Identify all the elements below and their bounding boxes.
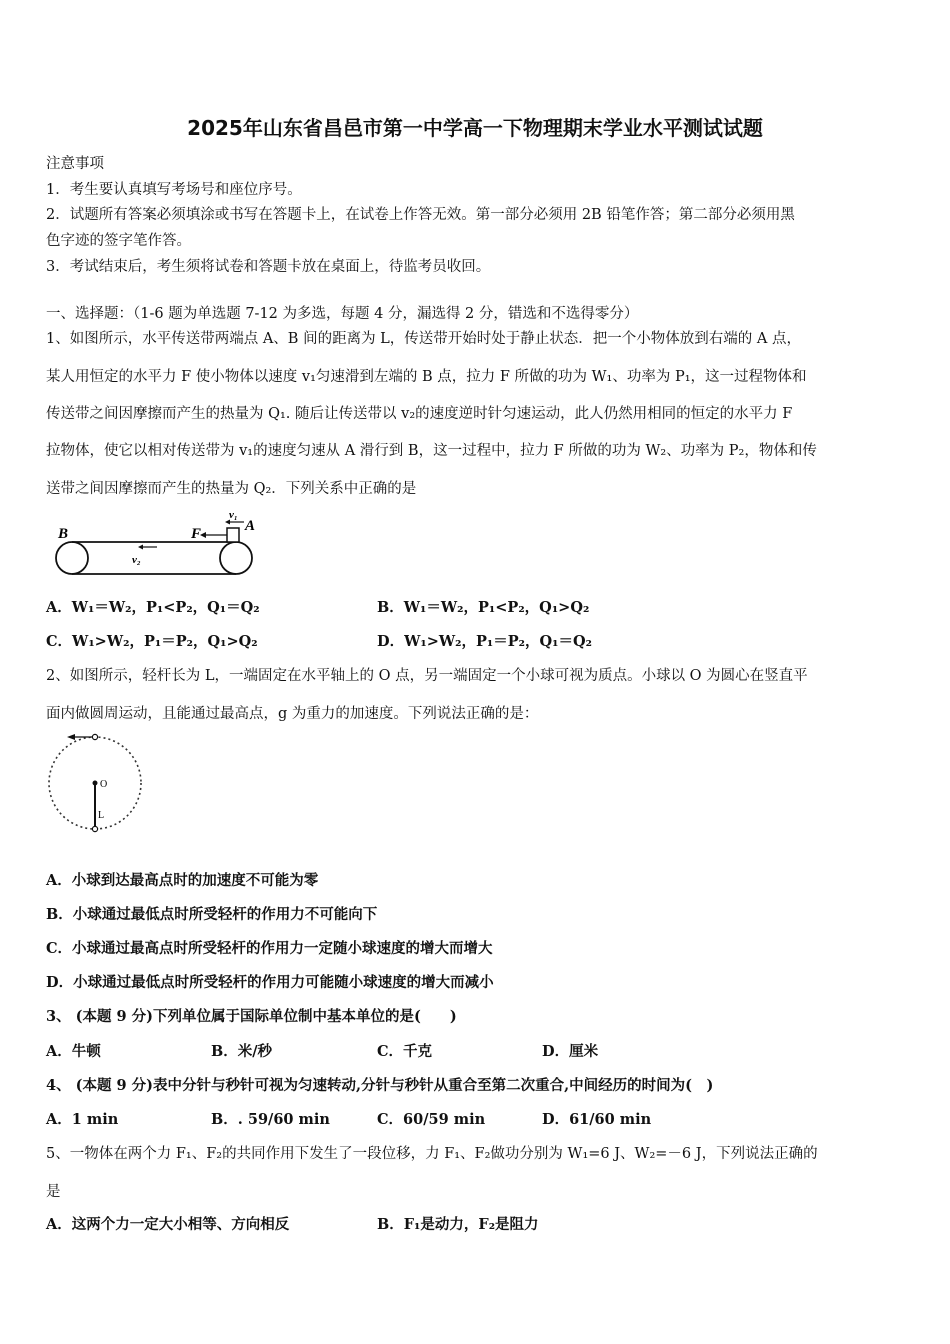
q1-option-b[interactable]: B．W₁＝W₂，P₁<P₂，Q₁>Q₂ — [377, 599, 590, 616]
q2-option-d[interactable]: D．小球通过最低点时所受轻杆的作用力可能随小球速度的增大而减小 — [46, 974, 494, 991]
q1-stem-line: 传送带之间因摩擦而产生的热量为 Q₁. 随后让传送带以 v₂的速度逆时针匀速运动，此人仍然用相同的恒定的水平力 F — [46, 406, 793, 422]
notice-item: 1．考生要认真填写考场号和座位序号。 — [46, 182, 302, 198]
q2-stem-line: 面内做圆周运动，且能通过最高点，g 为重力的加速度。下列说法正确的是： — [46, 706, 539, 722]
label-v2: v₂ — [132, 554, 141, 566]
q4-option-b[interactable]: B．. 59/60 min — [211, 1111, 330, 1128]
q3-option-a[interactable]: A．牛顿 — [46, 1043, 101, 1060]
notice-item: 2．试题所有答案必须填涂或书写在答题卡上，在试卷上作答无效。第一部分必须用 2B 铅笔作答；第二部分必须用黑 — [46, 207, 795, 223]
q3-option-d[interactable]: D．厘米 — [542, 1043, 599, 1060]
q5-option-a[interactable]: A．这两个力一定大小相等、方向相反 — [46, 1216, 290, 1233]
conveyor-belt-figure — [48, 508, 260, 580]
page-title: 2025年山东省昌邑市第一中学高一下物理期末学业水平测试试题 — [187, 116, 763, 140]
q2-option-b[interactable]: B．小球通过最低点时所受轻杆的作用力不可能向下 — [46, 906, 378, 923]
q1-option-a[interactable]: A．W₁＝W₂，P₁<P₂，Q₁＝Q₂ — [46, 599, 260, 616]
notice-item: 色字迹的签字笔作答。 — [46, 233, 191, 249]
q1-option-d[interactable]: D．W₁>W₂，P₁＝P₂，Q₁＝Q₂ — [377, 633, 592, 650]
q1-stem-line: 拉物体，使它以相对传送带为 v₁的速度匀速从 A 滑行到 B，这一过程中，拉力 F 所做的功为 W₂、功率为 P₂，物体和传 — [46, 443, 817, 459]
q4-stem: 4、 (本题 9 分)表中分针与秒针可视为匀速转动,分针与秒针从重合至第二次重合,中间经历的时间为( ) — [46, 1077, 714, 1094]
label-l: L — [98, 810, 105, 821]
q1-stem-line: 1、如图所示，水平传送带两端点 A、B 间的距离为 L，传送带开始时处于静止状态．把一个小物体放到右端的 A 点， — [46, 331, 801, 347]
circular-motion-figure — [44, 730, 148, 834]
q4-option-c[interactable]: C．60/59 min — [377, 1111, 486, 1128]
q2-stem-line: 2、如图所示，轻杆长为 L，一端固定在水平轴上的 O 点，另一端固定一个小球可视为质点。小球以 O 为圆心在竖直平 — [46, 668, 808, 684]
q3-option-b[interactable]: B．米/秒 — [211, 1043, 273, 1060]
q5-stem-line: 5、一物体在两个力 F₁、F₂的共同作用下发生了一段位移，力 F₁、F₂做功分别为 W₁=6 J、W₂=－6 J，下列说法正确的 — [46, 1146, 818, 1162]
q5-stem-line: 是 — [46, 1184, 61, 1200]
q1-stem-line: 某人用恒定的水平力 F 使小物体以速度 v₁匀速滑到左端的 B 点，拉力 F 所做的功为 W₁、功率为 P₁，这一过程物体和 — [46, 369, 807, 385]
label-b: B — [58, 526, 69, 542]
notice-item: 3．考试结束后，考生须将试卷和答题卡放在桌面上，待监考员收回。 — [46, 259, 491, 275]
notice-heading: 注意事项 — [46, 156, 104, 172]
label-f: F — [191, 526, 202, 542]
q5-option-b[interactable]: B．F₁是动力，F₂是阻力 — [377, 1216, 539, 1233]
q1-stem-line: 送带之间因摩擦而产生的热量为 Q₂．下列关系中正确的是 — [46, 481, 417, 497]
q3-stem: 3、 (本题 9 分)下列单位属于国际单位制中基本单位的是( ) — [46, 1008, 457, 1025]
q4-option-d[interactable]: D．61/60 min — [542, 1111, 652, 1128]
q1-option-c[interactable]: C．W₁>W₂，P₁＝P₂，Q₁>Q₂ — [46, 633, 258, 650]
q3-option-c[interactable]: C．千克 — [377, 1043, 433, 1060]
label-v1: v₁ — [229, 509, 238, 521]
q2-option-c[interactable]: C．小球通过最高点时所受轻杆的作用力一定随小球速度的增大而增大 — [46, 940, 493, 957]
label-o: O — [100, 779, 108, 790]
q4-option-a[interactable]: A．1 min — [46, 1111, 119, 1128]
q2-option-a[interactable]: A．小球到达最高点时的加速度不可能为零 — [46, 872, 319, 889]
section-heading: 一、选择题：（1-6 题为单选题 7-12 为多选，每题 4 分，漏选得 2 分，错选和不选得零分） — [46, 306, 639, 322]
label-a: A — [245, 518, 256, 534]
